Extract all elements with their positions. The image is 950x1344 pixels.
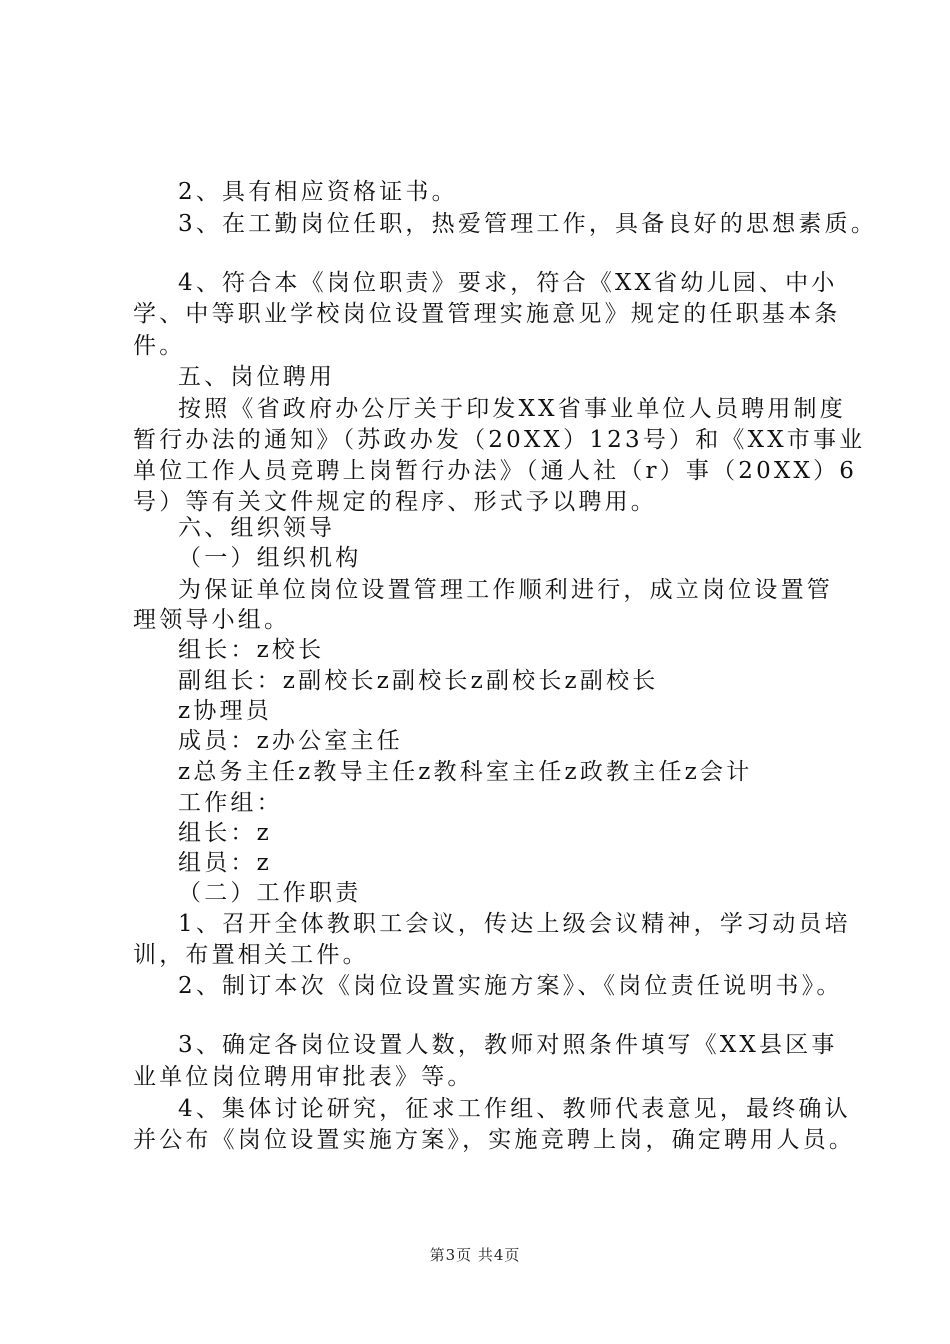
text-line: 4、符合本《岗位职责》要求，符合《XX省幼儿园、中小 xyxy=(178,270,838,296)
text-line: 3、在工勤岗位任职，热爱管理工作，具备良好的思想素质。 xyxy=(178,211,878,237)
page-footer: 第3页 共4页 xyxy=(429,1246,521,1264)
text-line: 训，布置相关工件。 xyxy=(133,942,369,968)
text-line: z总务主任z教导主任z教科室主任z政教主任z会计 xyxy=(178,759,753,785)
text-line: 组员：z xyxy=(178,850,272,876)
text-line: 暂行办法的通知》（苏政办发（20XX）123号）和《XX市事业 xyxy=(133,427,866,453)
subsection-heading: （一）组织机构 xyxy=(178,545,362,571)
text-line: 组长：z xyxy=(178,820,272,846)
text-line: 学、中等职业学校岗位设置管理实施意见》规定的任职基本条 xyxy=(133,301,841,327)
text-line: 为保证单位岗位设置管理工作顺利进行，成立岗位设置管 xyxy=(178,577,833,603)
text-line: 4、集体讨论研究，征求工作组、教师代表意见，最终确认 xyxy=(178,1096,851,1122)
text-line: 单位工作人员竞聘上岗暂行办法》（通人社（r）事（20XX）6 xyxy=(133,458,858,484)
text-line: 组长：z校长 xyxy=(178,637,325,663)
text-line: 2、具有相应资格证书。 xyxy=(178,179,458,205)
text-line: 1、召开全体教职工会议，传达上级会议精神，学习动员培 xyxy=(178,911,851,937)
text-line: 理领导小组。 xyxy=(133,607,291,633)
text-line: z协理员 xyxy=(178,698,272,724)
text-line: 2、制订本次《岗位设置实施方案》、《岗位责任说明书》。 xyxy=(178,973,843,999)
text-line: 业单位岗位聘用审批表》等。 xyxy=(133,1064,474,1090)
text-line: 号）等有关文件规定的程序、形式予以聘用。 xyxy=(133,489,657,515)
text-line: 并公布《岗位设置实施方案》，实施竞聘上岗，确定聘用人员。 xyxy=(133,1127,856,1153)
text-line: 按照《省政府办公厅关于印发XX省事业单位人员聘用制度 xyxy=(178,396,846,422)
text-line: 成员：z办公室主任 xyxy=(178,728,403,754)
text-line: 3、确定各岗位设置人数，教师对照条件填写《XX县区事 xyxy=(178,1032,838,1058)
subsection-heading: （二）工作职责 xyxy=(178,880,362,906)
section-heading: 五、岗位聘用 xyxy=(178,364,336,390)
text-line: 副组长：z副校长z副校长z副校长z副校长 xyxy=(178,668,659,694)
text-line: 件。 xyxy=(133,333,186,359)
text-line: 工作组： xyxy=(178,790,283,816)
section-heading: 六、组织领导 xyxy=(178,515,336,541)
